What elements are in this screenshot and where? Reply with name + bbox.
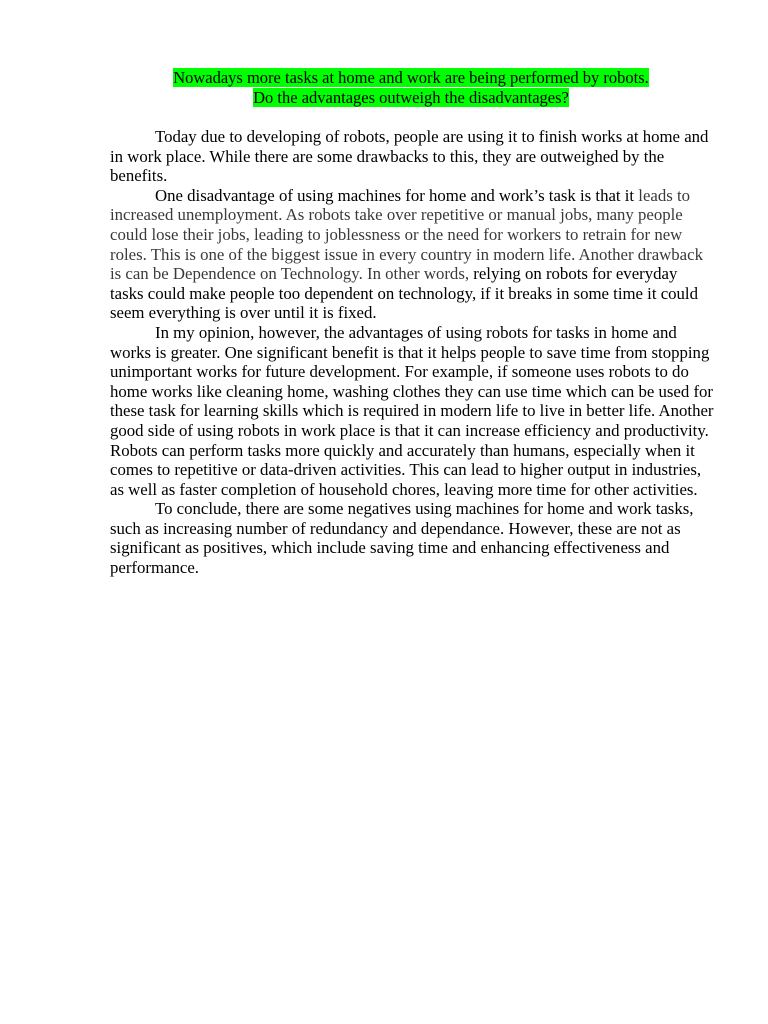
title-line-1: [110, 68, 712, 88]
paragraph-intro: Today due to developing of robots, people are using it to finish works at home and in work place. While there are some drawbacks to this, they are outweighed by the benefits.: [110, 127, 709, 186]
essay-body: [110, 127, 714, 578]
title-highlight-2: Do the advantages outweigh the disadvantages?: [253, 88, 569, 107]
disadvantages-text-start: One disadvantage of using machines for home and work’s task is that it: [155, 185, 639, 205]
disadvantages-text-grey: leads to increased unemployment. As robots take over repetitive or manual jobs, many people could lose their jobs, leading to joblessness or the need for workers to retrain for new roles. This is one of the biggest issue in every country in modern life. Another drawback is can be Dependence on Technology. In other words,: [110, 185, 703, 284]
essay-title: [110, 68, 712, 108]
title-highlight-1: Nowadays more tasks at home and work are being performed by robots.: [173, 68, 649, 87]
paragraph-advantages: In my opinion, however, the advantages of using robots for tasks in home and works is greater. One significant benefit is that it helps people to save time from stopping unimportant works for future development. For example, if someone uses robots to do home works like cleaning home, washing clothes they can use time which can be used for these task for learning skills which is required in modern life to live in better life. Another good side of using robots in work place is that it can increase efficiency and productivity. Robots can perform tasks more quickly and accurately than humans, especially when it comes to repetitive or data-driven activities. This can lead to higher output in industries, as well as faster completion of household chores, leaving more time for other activities.: [110, 322, 714, 499]
paragraph-disadvantages: [110, 186, 714, 323]
title-line-2: [110, 88, 712, 108]
disadvantages-text-end: relying on robots for everyday tasks could make people too dependent on technology, if it breaks in some time it could seem everything is over until it is fixed.: [110, 264, 698, 323]
paragraph-conclusion: To conclude, there are some negatives using machines for home and work tasks, such as increasing number of redundancy and dependance. However, these are not as significant as positives, which include saving time and enhancing effectiveness and performance.: [110, 499, 694, 578]
